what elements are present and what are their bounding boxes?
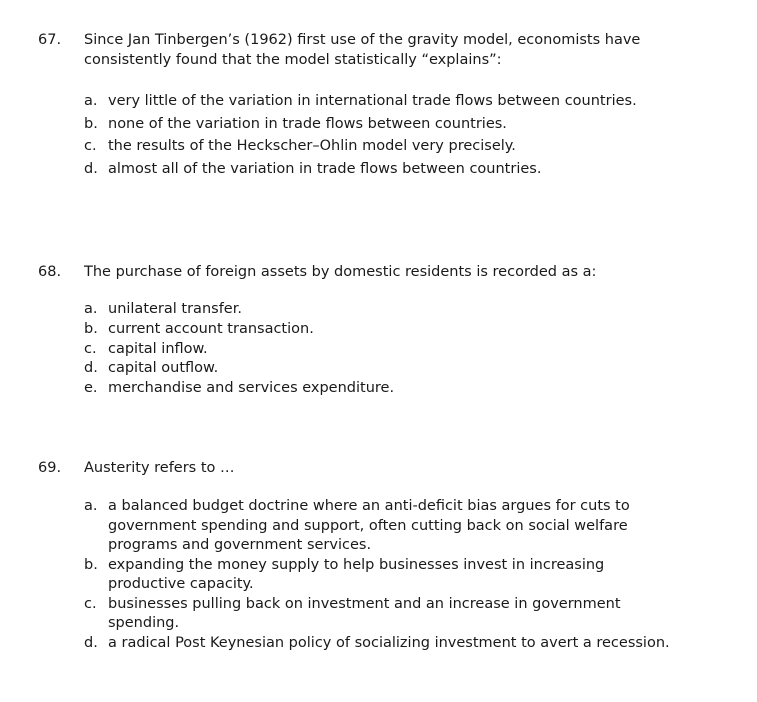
option-text: expanding the money supply to help businesses invest in increasing productive capacity.: [108, 556, 605, 592]
option-letter: d.: [84, 360, 98, 377]
option-d[interactable]: [84, 359, 684, 379]
option-text: a radical Post Keynesian policy of socializing investment to avert a recession.: [108, 634, 670, 651]
option-text: almost all of the variation in trade flows between countries.: [108, 160, 542, 177]
question-number: 68.: [38, 264, 62, 280]
option-letter: d.: [84, 160, 98, 177]
option-letter: c.: [84, 595, 97, 612]
option-a[interactable]: [84, 90, 684, 113]
option-letter: d.: [84, 634, 98, 651]
option-text: the results of the Heckscher–Ohlin model very precisely.: [108, 138, 516, 154]
option-d[interactable]: [84, 158, 684, 181]
answer-options: [84, 497, 684, 653]
option-b[interactable]: [84, 113, 684, 136]
option-letter: b.: [84, 320, 98, 337]
option-text: capital outflow.: [108, 360, 219, 377]
option-text: unilateral transfer.: [108, 301, 242, 317]
option-c[interactable]: [84, 595, 684, 634]
option-text: current account transaction.: [108, 320, 314, 337]
option-c[interactable]: [84, 340, 684, 360]
option-letter: e.: [84, 380, 98, 397]
option-b[interactable]: [84, 556, 684, 595]
question-number: 69.: [38, 460, 62, 476]
option-text: a balanced budget doctrine where an anti-deficit bias argues for cuts to government spending and support, often cutting back on social welfare programs and government services.: [108, 498, 630, 553]
option-letter: b.: [84, 115, 98, 132]
question-number: 67.: [38, 32, 62, 48]
option-text: merchandise and services expenditure.: [108, 380, 395, 397]
option-c[interactable]: [84, 135, 684, 158]
option-b[interactable]: [84, 320, 684, 340]
option-letter: c.: [84, 340, 97, 357]
option-text: none of the variation in trade flows between countries.: [108, 115, 507, 132]
option-letter: c.: [84, 138, 97, 154]
option-a[interactable]: [84, 497, 684, 556]
question-text: Austerity refers to …: [84, 460, 235, 476]
option-text: capital inflow.: [108, 340, 208, 357]
answer-options: [84, 90, 684, 180]
question-text: The purchase of foreign assets by domestic residents is recorded as a:: [84, 264, 597, 280]
answer-options: [84, 300, 684, 399]
option-letter: a.: [84, 498, 98, 514]
option-e[interactable]: [84, 379, 684, 399]
option-text: very little of the variation in international trade flows between countries.: [108, 93, 637, 109]
option-letter: a.: [84, 93, 98, 109]
option-d[interactable]: [84, 634, 684, 654]
option-letter: b.: [84, 556, 98, 573]
option-letter: a.: [84, 301, 98, 317]
question-text: Since Jan Tinbergen’s (1962) first use of the gravity model, economists have consistently found that the model statistically “explains”:: [84, 32, 641, 68]
option-text: businesses pulling back on investment and an increase in government spending.: [108, 595, 621, 631]
option-a[interactable]: [84, 300, 684, 320]
